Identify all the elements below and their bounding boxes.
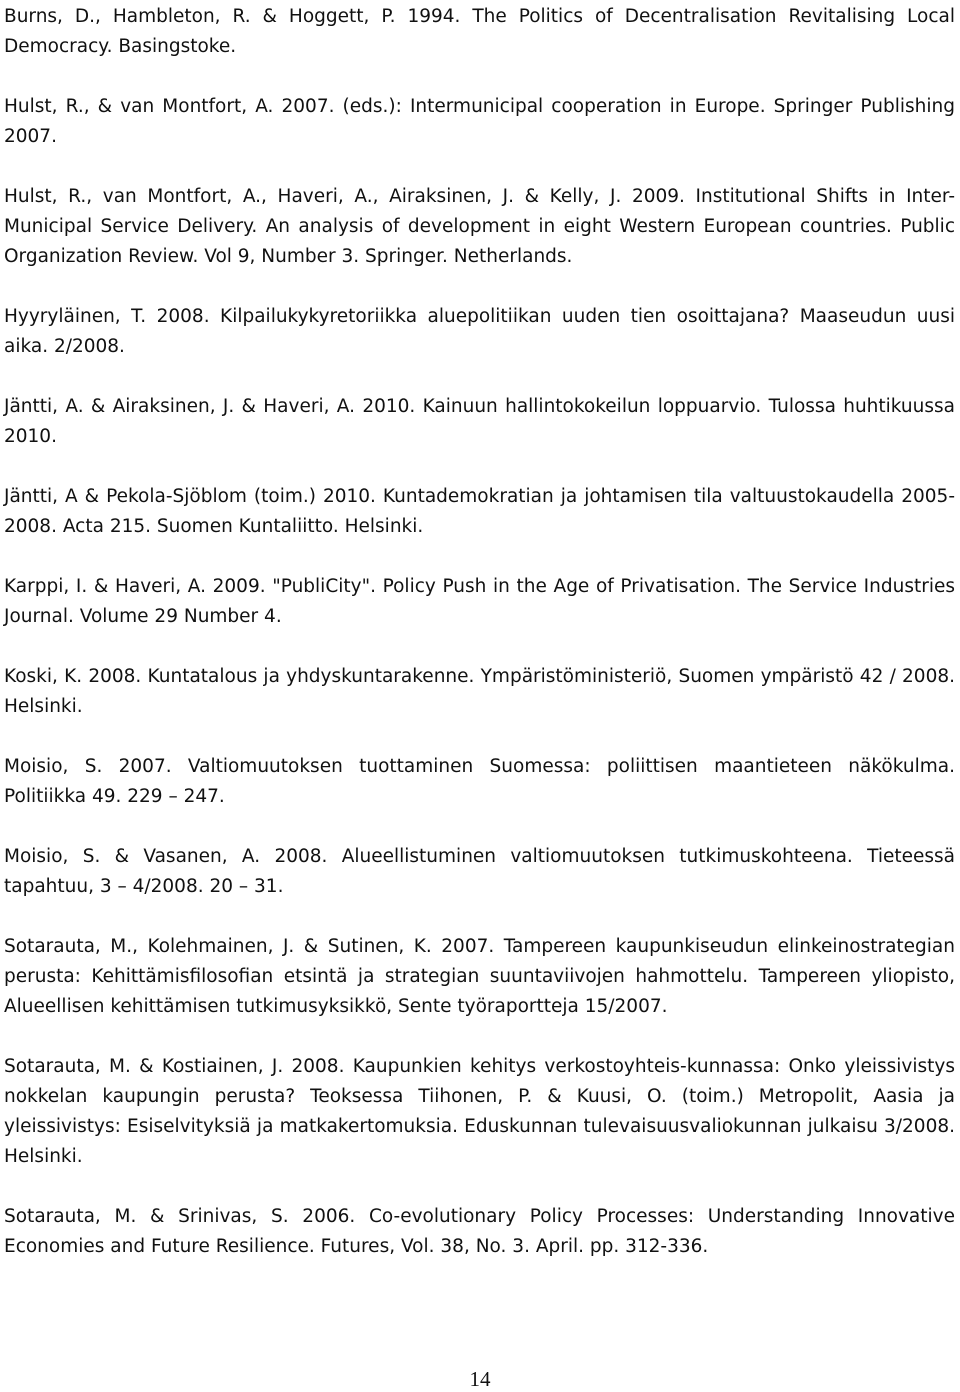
reference-burns-1994: Burns, D., Hambleton, R. & Hoggett, P. 1994. The Politics of Decentralisation Revitalising Local Democracy. Basingstoke. [4,6,955,57]
reference-hulst-2007: Hulst, R., & van Montfort, A. 2007. (eds.): Intermunicipal cooperation in Europe. Springer Publishing 2007. [4,96,955,147]
reference-hulst-2009: Hulst, R., van Montfort, A., Haveri, A., Airaksinen, J. & Kelly, J. 2009. Institutional Shifts in Inter-Municipal Service Delivery. An analysis of development in eight Western European countries. Public Organization Review. Vol 9, Number 3. Springer. Netherlands. [4,186,955,267]
reference-sotarauta-kostiainen-2008: Sotarauta, M. & Kostiainen, J. 2008. Kaupunkien kehitys verkostoyhteis-kunnassa: Onko yleissivistys nokkelan kaupungin perusta? Teoksessa Tiihonen, P. & Kuusi, O. (toim.) Metropolit, Aasia ja yleissivistys: Esiselvityksiä ja matkakertomuksia. Eduskunnan tulevaisuusvaliokunnan julkaisu 3/2008. Helsinki. [4,1056,955,1167]
reference-koski-2008: Koski, K. 2008. Kuntatalous ja yhdyskuntarakenne. Ympäristöministeriö, Suomen ympäristö 42 / 2008. Helsinki. [4,666,955,717]
reference-karppi-2009: Karppi, I. & Haveri, A. 2009. "PubliCity". Policy Push in the Age of Privatisation. The Service Industries Journal. Volume 29 Number 4. [4,576,955,627]
reference-sotarauta-2007: Sotarauta, M., Kolehmainen, J. & Sutinen, K. 2007. Tampereen kaupunkiseudun elinkeinostrategian perusta: Kehittämisfilosofian etsintä ja strategian suuntaviivojen hahmottelu. Tampereen yliopisto, Alueellisen kehittämisen tutkimusyksikkö, Sente työraportteja 15/2007. [4,936,955,1017]
reference-moisio-vasanen-2008: Moisio, S. & Vasanen, A. 2008. Alueellistuminen valtiomuutoksen tutkimuskohteena. Tieteessä tapahtuu, 3 – 4/2008. 20 – 31. [4,846,955,897]
reference-jantti-2010-loppuarvio: Jäntti, A. & Airaksinen, J. & Haveri, A. 2010. Kainuun hallintokokeilun loppuarvio. Tulossa huhtikuussa 2010. [4,396,955,447]
reference-hyyrylainen-2008: Hyyryläinen, T. 2008. Kilpailukykyretoriikka aluepolitiikan uuden tien osoittajana? Maaseudun uusi aika. 2/2008. [4,306,955,357]
reference-jantti-2010-kuntademokratia: Jäntti, A & Pekola-Sjöblom (toim.) 2010. Kuntademokratian ja johtamisen tila valtuustokaudella 2005-2008. Acta 215. Suomen Kuntaliitto. Helsinki. [4,486,955,537]
page-number: 14 [469,1367,491,1391]
reference-sotarauta-srinivas-2006: Sotarauta, M. & Srinivas, S. 2006. Co-evolutionary Policy Processes: Understanding Innovative Economies and Future Resilience. Futures, Vol. 38, No. 3. April. pp. 312-336. [4,1206,955,1257]
reference-list [4,2,955,1292]
reference-moisio-2007: Moisio, S. 2007. Valtiomuutoksen tuottaminen Suomessa: poliittisen maantieteen näkökulma. Politiikka 49. 229 – 247. [4,756,955,807]
